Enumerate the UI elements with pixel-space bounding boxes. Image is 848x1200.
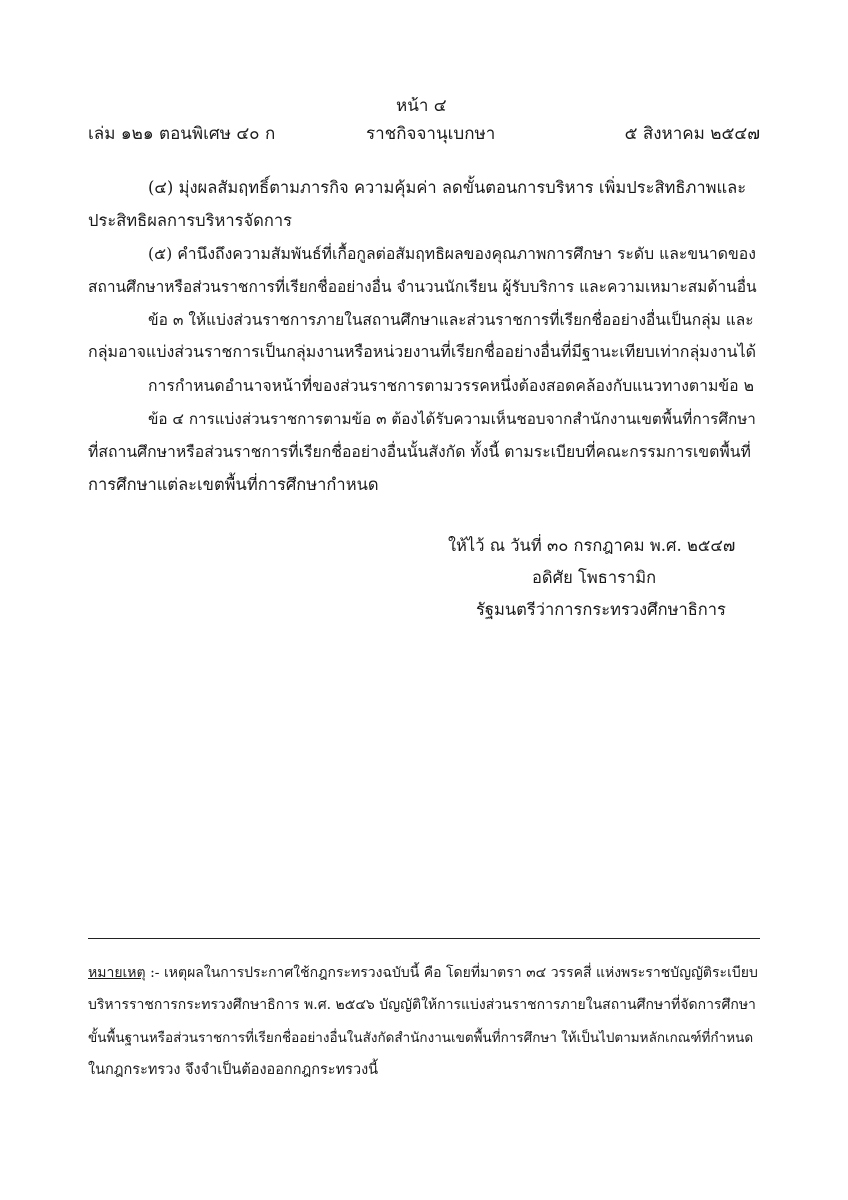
footnote-line-3: ขั้นพื้นฐานหรือส่วนราชการที่เรียกชื่ออย่างอื่นในสังกัดสำนักงานเขตพื้นที่การศึกษา ให้เป็นไปตามหลักเกณฑ์ที่กำหนด (88, 1030, 754, 1046)
item-5-line-1: (๕) คำนึงถึงความสัมพันธ์ที่เกื้อกูลต่อสัมฤทธิผลของคุณภาพการศึกษา ระดับ และขนาดของ (148, 244, 756, 263)
footnote-line-1 (88, 962, 760, 984)
page-number: หน้า ๔ (396, 96, 447, 116)
clause-3-paragraph-2: การกำหนดอำนาจหน้าที่ของส่วนราชการตามวรรคหนึ่งต้องสอดคล้องกับแนวทางตามข้อ ๒ (148, 376, 754, 395)
given-date: ให้ไว้ ณ วันที่ ๓๐ กรกฎาคม พ.ศ. ๒๕๔๗ (448, 536, 736, 555)
item-5-line-2: สถานศึกษาหรือส่วนราชการที่เรียกชื่ออย่างอื่น จำนวนนักเรียน ผู้รับบริการ และความเหมาะสมด้านอื่น (88, 278, 757, 296)
signatory-position: รัฐมนตรีว่าการกระทรวงศึกษาธิการ (476, 600, 726, 619)
clause-3-line-2: กลุ่มอาจแบ่งส่วนราชการเป็นกลุ่มงานหรือหน่วยงานที่เรียกชื่ออย่างอื่นที่มีฐานะเทียบเท่ากลุ่มงานได้ (88, 342, 757, 361)
item-4-line-2: ประสิทธิผลการบริหารจัดการ (88, 211, 292, 230)
item-4-line-1: (๔) มุ่งผลสัมฤทธิ์ตามภารกิจ ความคุ้มค่า ลดขั้นตอนการบริหาร เพิ่มประสิทธิภาพและ (148, 178, 747, 197)
clause-4-line-1: ข้อ ๔ การแบ่งส่วนราชการตามข้อ ๓ ต้องได้รับความเห็นชอบจากสำนักงานเขตพื้นที่การศึกษา (148, 410, 756, 428)
clause-4-line-2: ที่สถานศึกษาหรือส่วนราชการที่เรียกชื่ออย่างอื่นนั้นสังกัด ทั้งนี้ ตามระเบียบที่คณะกรรมการเขตพื้นที่ (88, 442, 751, 461)
footnote-label: หมายเหตุ (88, 965, 146, 981)
footnote-line-4: ในกฎกระทรวง จึงจำเป็นต้องออกกฎกระทรวงนี้ (88, 1062, 379, 1078)
footnote-divider (88, 938, 760, 939)
signatory-name: อดิศัย โพธารามิก (532, 568, 657, 587)
clause-3-line-1: ข้อ ๓ ให้แบ่งส่วนราชการภายในสถานศึกษาและส่วนราชการที่เรียกชื่ออย่างอื่นเป็นกลุ่ม และ (148, 311, 754, 329)
gazette-volume: เล่ม ๑๒๑ ตอนพิเศษ ๔๐ ก (88, 124, 276, 144)
footnote-line-2: บริหารราชการกระทรวงศึกษาธิการ พ.ศ. ๒๕๔๖ บัญญัติให้การแบ่งส่วนราชการภายในสถานศึกษาที่จัดการศึกษา (88, 997, 756, 1013)
footnote-text-1: :- เหตุผลในการประกาศใช้กฎกระทรวงฉบับนี้ คือ โดยที่มาตรา ๓๔ วรรคสี่ แห่งพระราชบัญญัติระเบียบ (150, 965, 758, 981)
gazette-date: ๕ สิงหาคม ๒๕๔๗ (624, 124, 760, 144)
gazette-name: ราชกิจจานุเบกษา (366, 124, 496, 144)
clause-4-line-3: การศึกษาแต่ละเขตพื้นที่การศึกษากำหนด (88, 475, 379, 494)
